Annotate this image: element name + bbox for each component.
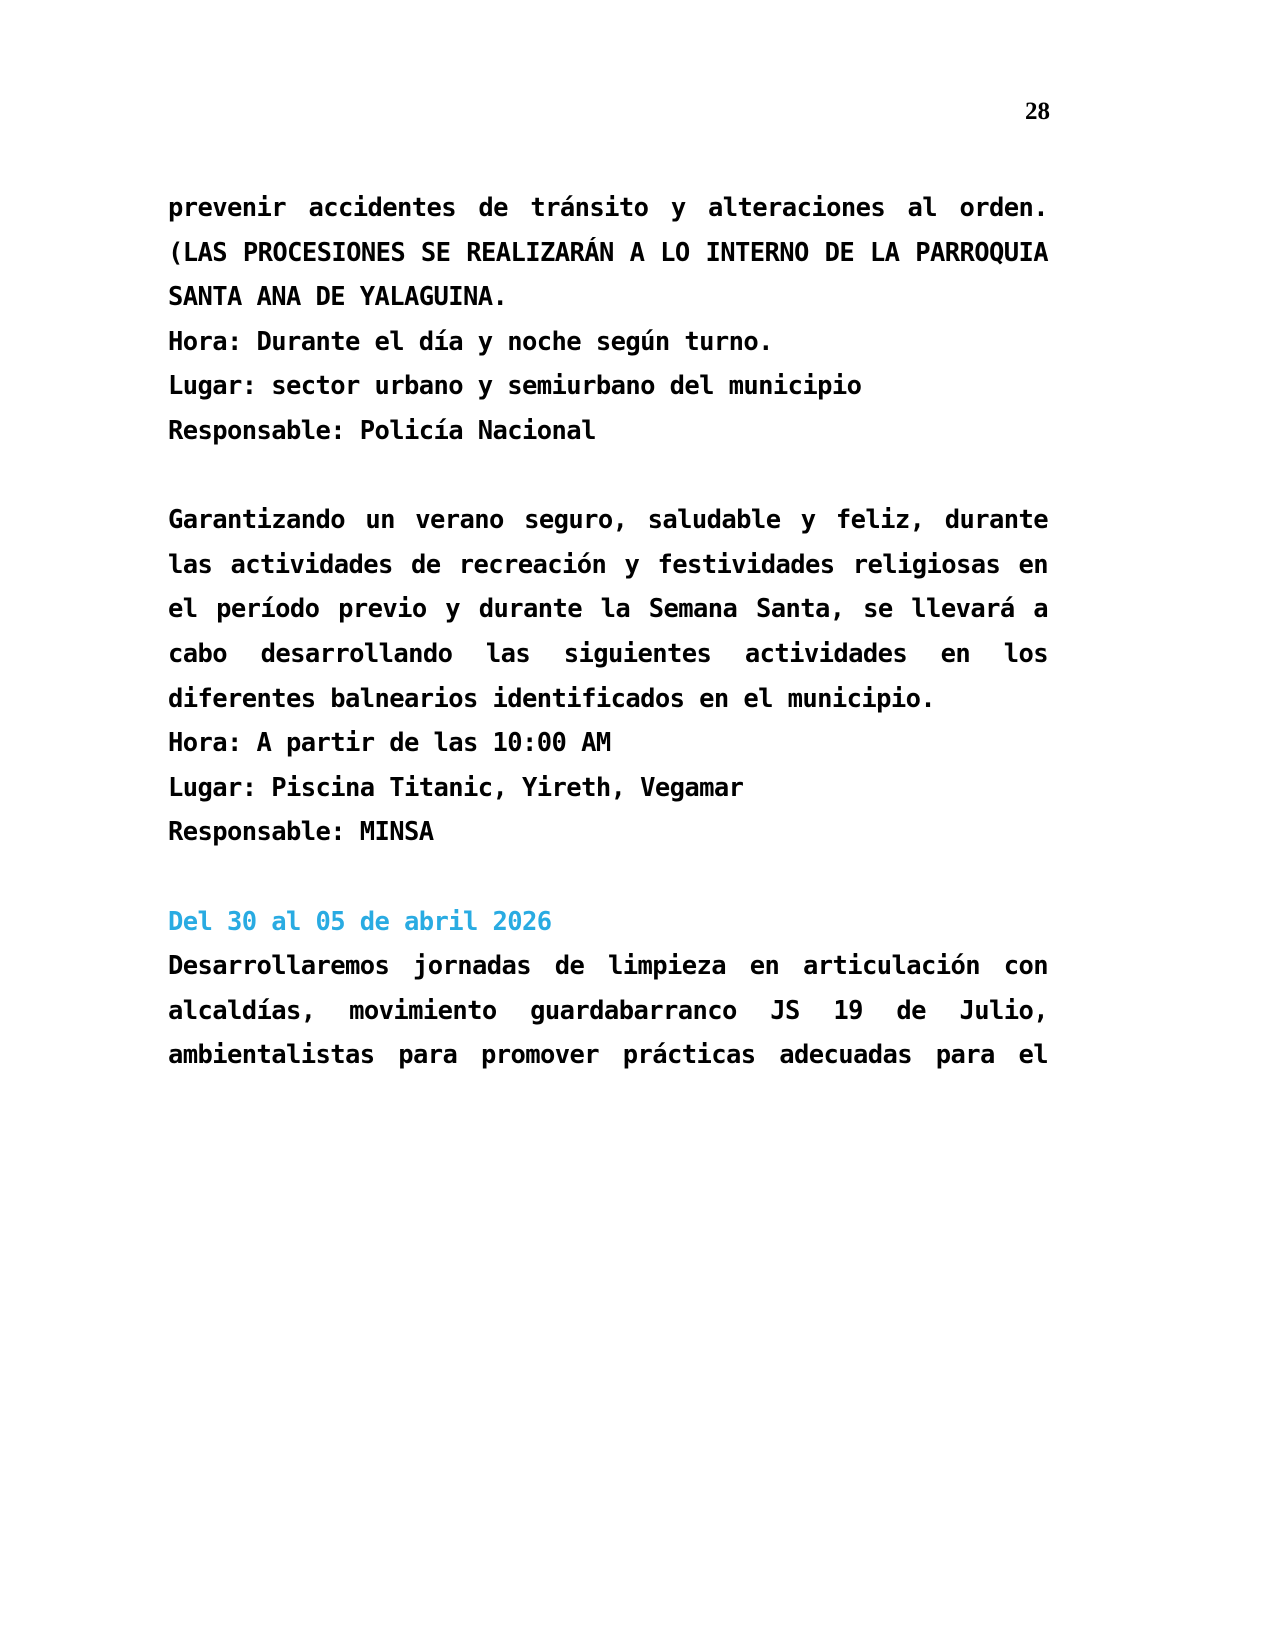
paragraph-spacer xyxy=(168,454,1048,499)
document-body xyxy=(168,186,1048,1122)
paragraph-procesiones: prevenir accidentes de tránsito y alteraciones al orden. (LAS PROCESIONES SE REALIZARÁN A LO INTERNO DE LA PARROQUIA SANTA ANA DE YALAGUINA. xyxy=(168,193,1048,313)
line-responsable-balnearios: Responsable: MINSA xyxy=(168,817,434,848)
paragraph-verano-seguro: Garantizando un verano seguro, saludable y feliz, durante las actividades de recreación y festividades religiosas en el período previo y durante la Semana Santa, se llevará a cabo desarrollando las siguientes actividades en los diferentes balnearios identificados en el municipio. xyxy=(168,505,1048,714)
line-lugar-procesiones: Lugar: sector urbano y semiurbano del municipio xyxy=(168,371,862,402)
line-responsable-procesiones: Responsable: Policía Nacional xyxy=(168,415,596,446)
line-lugar-balnearios: Lugar: Piscina Titanic, Yireth, Vegamar xyxy=(168,772,744,803)
heading-date-range: Del 30 al 05 de abril 2026 xyxy=(168,906,552,937)
paragraph-spacer xyxy=(168,855,1048,900)
page-number: 28 xyxy=(1025,98,1050,125)
line-hora-balnearios: Hora: A partir de las 10:00 AM xyxy=(168,728,611,759)
line-hora-procesiones: Hora: Durante el día y noche según turno. xyxy=(168,326,773,357)
paragraph-jornadas-limpieza: Desarrollaremos jornadas de limpieza en articulación con alcaldías, movimiento guardabarranco JS 19 de Julio, ambientalistas para promover prácticas adecuadas para el xyxy=(168,951,1048,1071)
